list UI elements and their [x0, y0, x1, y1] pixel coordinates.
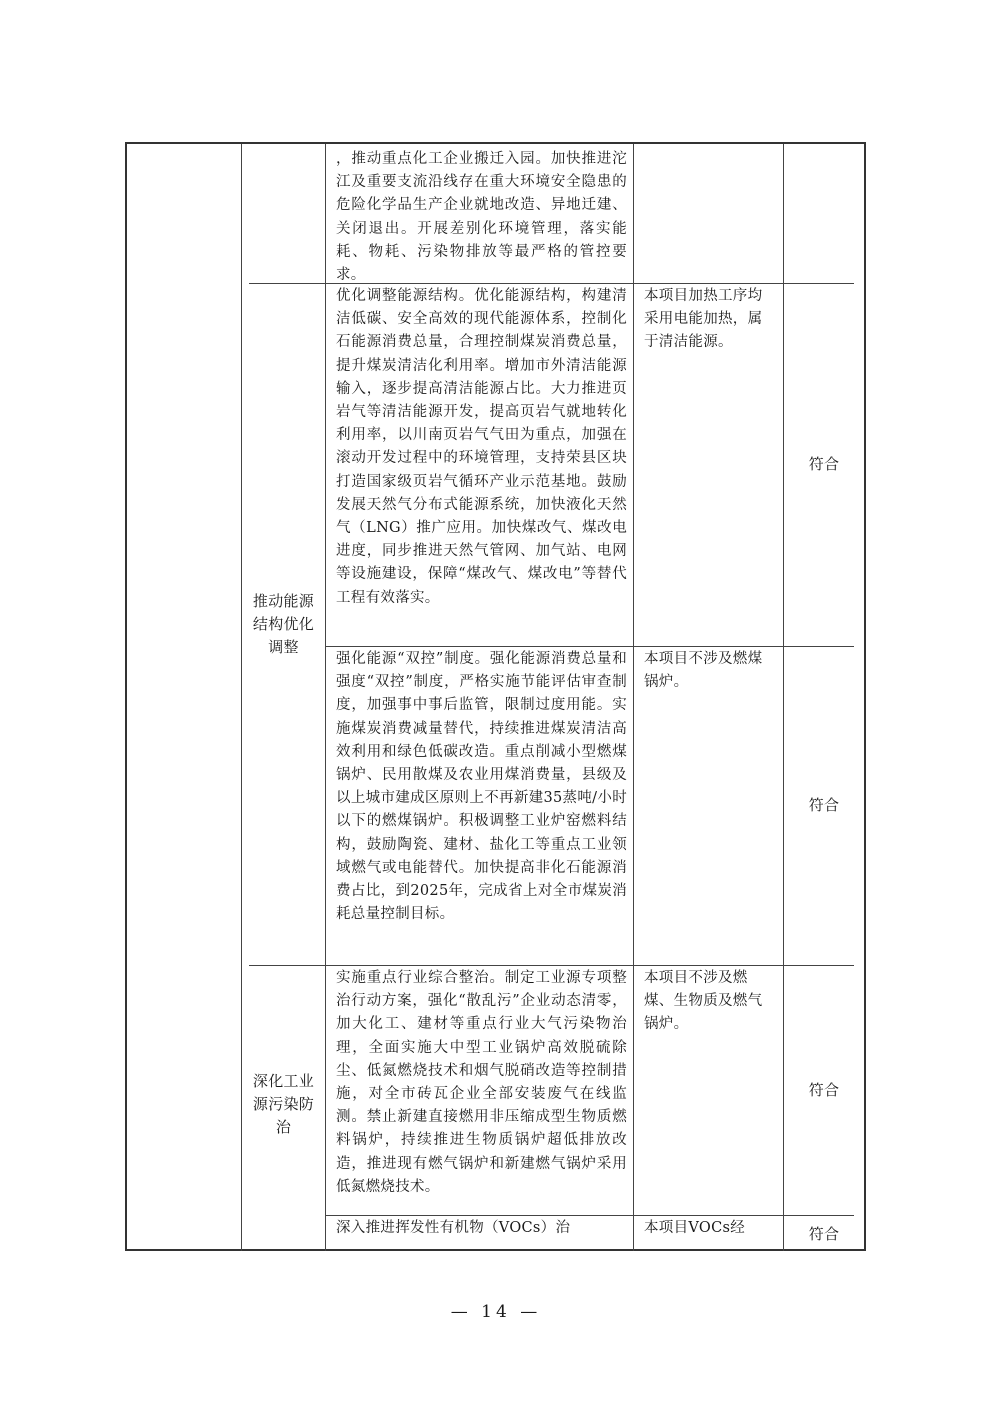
- table-row-divider: [325, 646, 854, 647]
- compliance-table: [125, 142, 866, 1251]
- category-cell: [242, 1044, 325, 1164]
- compliance-verdict-cell: 符合: [808, 1225, 840, 1244]
- compliance-verdict-cell: 符合: [808, 1080, 840, 1099]
- project-measure-cell: 本项目不涉及燃煤、生物质及燃气锅炉。: [644, 970, 763, 1033]
- policy-content-cell: 优化调整能源结构。优化能源结构，构建清洁低碳、安全高效的现代能源体系，控制化石能源消费总量，合理控制煤炭消费总量，提升煤炭清洁化利用率。增加市外清洁能源输入，逐步提高清洁能源占比。大力推进页岩气等清洁能源开发，提高页岩气就地转化利用率，以川南页岩气气田为重点，加强在滚动开发过程中的环境管理，支持荣县区块打造国家级页岩气循环产业示范基地。鼓励发展天然气分布式能源系统，加快液化天然气（LNG）推广应用。加快煤改气、煤改电进度，同步推进天然气管网、加气站、电网等设施建设，保障“煤改气、煤改电”等替代工程有效落实。: [336, 288, 627, 606]
- compliance-verdict-cell: 符合: [808, 796, 840, 815]
- table-row-divider: [249, 283, 854, 284]
- project-measure-cell: 本项目不涉及燃煤锅炉。: [644, 651, 763, 691]
- category-label: 推动能源结构优化调整: [252, 591, 315, 656]
- policy-content-cell: 深入推进挥发性有机物（VOCs）治: [336, 1220, 571, 1236]
- page-number: — 14 —: [450, 1302, 542, 1322]
- category-label: 深化工业源污染防治: [252, 1071, 315, 1136]
- project-measure-cell: 本项目VOCs经: [644, 1220, 746, 1236]
- policy-content-cell: ，推动重点化工企业搬迁入园。加快推进沱江及重要支流沿线存在重大环境安全隐患的危险化学品生产企业就地改造、异地迁建、关闭退出。开展差别化环境管理，落实能耗、物耗、污染物排放等最严格的管控要求。: [336, 151, 627, 283]
- compliance-verdict-cell: 符合: [808, 455, 840, 474]
- table-row-divider: [249, 965, 854, 966]
- policy-content-cell: 强化能源“双控”制度。强化能源消费总量和强度“双控”制度，严格实施节能评估审查制度，加强事中事后监管，限制过度用能。实施煤炭消费减量替代，持续推进煤炭清洁高效利用和绿色低碳改造。重点削减小型燃煤锅炉、民用散煤及农业用煤消费量，县级及以上城市建成区原则上不再新建35蒸吨/小时以下的燃煤锅炉。积极调整工业炉窑燃料结构，鼓励陶瓷、建材、盐化工等重点工业领域燃气或电能替代。加快提高非化石能源消费占比，到2025年，完成省上对全市煤炭消耗总量控制目标。: [336, 651, 627, 923]
- policy-content-cell: 实施重点行业综合整治。制定工业源专项整治行动方案，强化“散乱污”企业动态清零，加大化工、建材等重点行业大气污染物治理，全面实施大中型工业锅炉高效脱硫除尘、低氮燃烧技术和烟气脱硝改造等控制措施，对全市砖瓦企业全部安装废气在线监测。禁止新建直接燃用非压缩成型生物质燃料锅炉，持续推进生物质锅炉超低排放改造，推进现有燃气锅炉和新建燃气锅炉采用低氮燃烧技术。: [336, 970, 627, 1195]
- category-cell: [242, 564, 325, 684]
- table-row-divider: [325, 1215, 854, 1216]
- project-measure-cell: 本项目加热工序均采用电能加热，属于清洁能源。: [644, 288, 763, 351]
